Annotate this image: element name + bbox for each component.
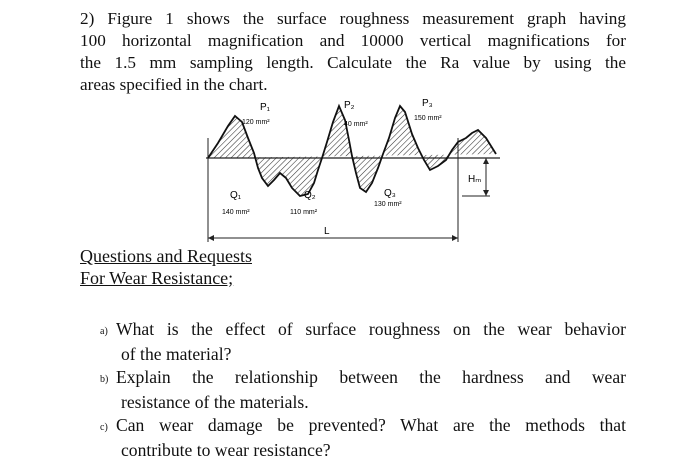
question-text: Can wear damage be prevented? What are the methods that <box>116 415 626 435</box>
question-text: of the material? <box>121 344 232 364</box>
hm-label: Hₘ <box>468 174 482 185</box>
item-marker: b) <box>100 374 109 385</box>
question-text: contribute to wear resistance? <box>121 440 331 460</box>
question-item <box>100 366 626 413</box>
p3-area: 150 mm² <box>414 115 442 122</box>
p1-label: P₁ <box>260 102 271 113</box>
p2-area: 40 mm² <box>344 121 368 128</box>
item-marker: a) <box>100 326 108 337</box>
q2-area: 110 mm² <box>290 209 318 216</box>
roughness-figure <box>200 98 510 244</box>
q1-area: 140 mm² <box>222 209 250 216</box>
q2-label: Q₂ <box>304 190 316 201</box>
length-label: L <box>324 226 330 237</box>
item-marker: c) <box>100 422 108 433</box>
q3-label: Q₃ <box>384 188 396 199</box>
problem-statement <box>80 8 626 96</box>
question-item <box>100 414 626 461</box>
problem-line: areas specified in the chart. <box>80 75 268 94</box>
p1-area: 120 mm² <box>242 119 270 126</box>
p2-label: P₂ <box>344 100 355 111</box>
problem-line: the 1.5 mm sampling length. Calculate the Ra value by using the <box>80 53 626 72</box>
questions-heading: Questions and Requests <box>80 246 252 266</box>
questions-subheading: For Wear Resistance; <box>80 268 234 288</box>
problem-line: 100 horizontal magnification and 10000 vertical magnifications for <box>80 31 626 50</box>
problem-line: 2) Figure 1 shows the surface roughness measurement graph having <box>80 9 626 28</box>
q1-label: Q₁ <box>230 190 242 201</box>
question-text: resistance of the materials. <box>121 392 309 412</box>
q3-area: 130 mm² <box>374 201 402 208</box>
roughness-graph <box>200 98 510 244</box>
question-text: What is the effect of surface roughness on the wear behavior <box>116 319 626 339</box>
question-text: Explain the relationship between the hardness and wear <box>116 367 626 387</box>
p3-label: P₃ <box>422 98 433 109</box>
question-item <box>100 318 626 365</box>
